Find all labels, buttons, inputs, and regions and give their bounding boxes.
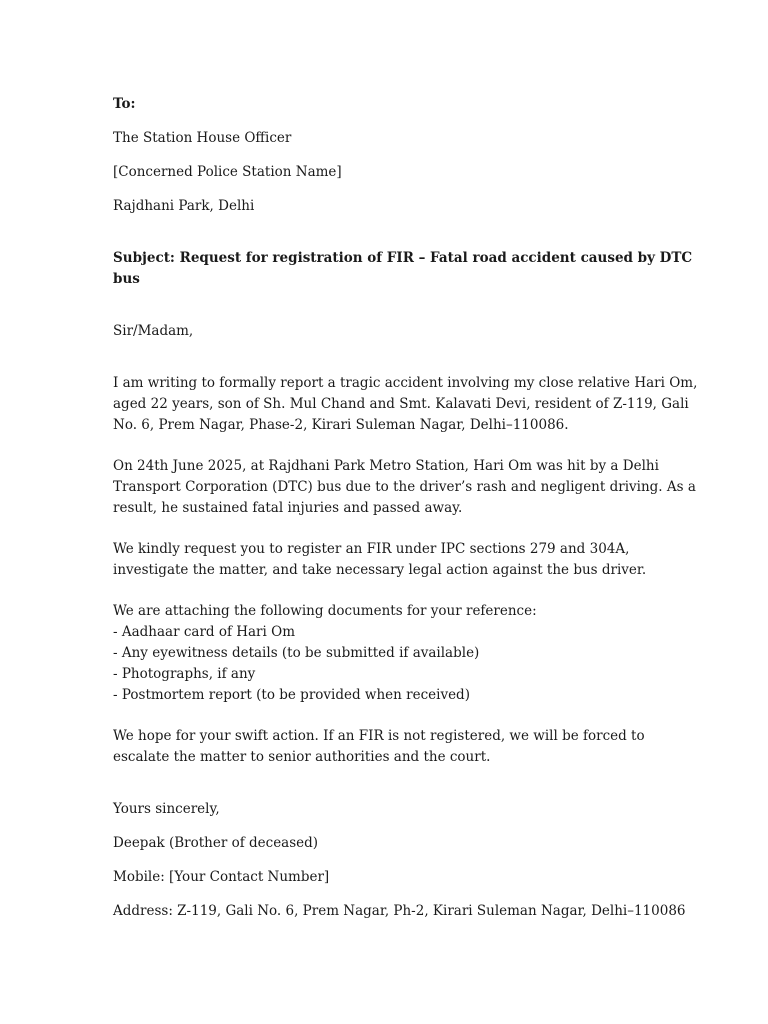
- paragraph-line: Transport Corporation (DTC) bus due to the driver’s rash and negligent driving. As a: [113, 479, 696, 495]
- attachments-intro: We are attaching the following documents for your reference:: [113, 603, 537, 619]
- list-item: - Postmortem report (to be provided when received): [113, 687, 470, 703]
- paragraph-line: I am writing to formally report a tragic accident involving my close relative Hari Om,: [113, 375, 698, 391]
- paragraph-line: investigate the matter, and take necessary legal action against the bus driver.: [113, 562, 647, 578]
- subject-line: [113, 248, 693, 290]
- list-item: - Any eyewitness details (to be submitted if available): [113, 645, 480, 661]
- paragraph-escalation: [113, 726, 658, 768]
- salutation: Sir/Madam,: [113, 323, 194, 339]
- recipient-location: Rajdhani Park, Delhi: [113, 198, 255, 214]
- sender-address: Address: Z-119, Gali No. 6, Prem Nagar, Ph-2, Kirari Suleman Nagar, Delhi–110086: [113, 903, 686, 919]
- paragraph-line: We hope for your swift action. If an FIR is not registered, we will be forced to: [113, 728, 645, 744]
- subject-text-line-1: Subject: Request for registration of FIR – Fatal road accident caused by DTC: [113, 250, 693, 266]
- to-label: To:: [113, 96, 136, 112]
- sender-name: Deepak (Brother of deceased): [113, 835, 319, 851]
- list-item: - Photographs, if any: [113, 666, 256, 682]
- paragraph-line: escalate the matter to senior authorities and the court.: [113, 749, 491, 765]
- attachments-list: [113, 622, 658, 706]
- paragraph-accident-report: [113, 373, 698, 436]
- list-item: - Aadhaar card of Hari Om: [113, 624, 295, 640]
- paragraph-line: On 24th June 2025, at Rajdhani Park Metro Station, Hari Om was hit by a Delhi: [113, 458, 659, 474]
- paragraph-line: We kindly request you to register an FIR under IPC sections 279 and 304A,: [113, 541, 630, 557]
- paragraph-line: No. 6, Prem Nagar, Phase-2, Kirari Suleman Nagar, Delhi–110086.: [113, 417, 569, 433]
- paragraph-fir-request: [113, 539, 658, 581]
- subject-text-line-2: bus: [113, 271, 140, 287]
- paragraph-line: result, he sustained fatal injuries and passed away.: [113, 500, 463, 516]
- sender-mobile: Mobile: [Your Contact Number]: [113, 869, 330, 885]
- signoff: Yours sincerely,: [113, 801, 220, 817]
- recipient-officer: The Station House Officer: [113, 130, 292, 146]
- paragraph-attachments: [113, 601, 658, 706]
- paragraph-incident-details: [113, 456, 696, 519]
- recipient-station: [Concerned Police Station Name]: [113, 164, 342, 180]
- paragraph-line: aged 22 years, son of Sh. Mul Chand and Smt. Kalavati Devi, resident of Z-119, Gali: [113, 396, 689, 412]
